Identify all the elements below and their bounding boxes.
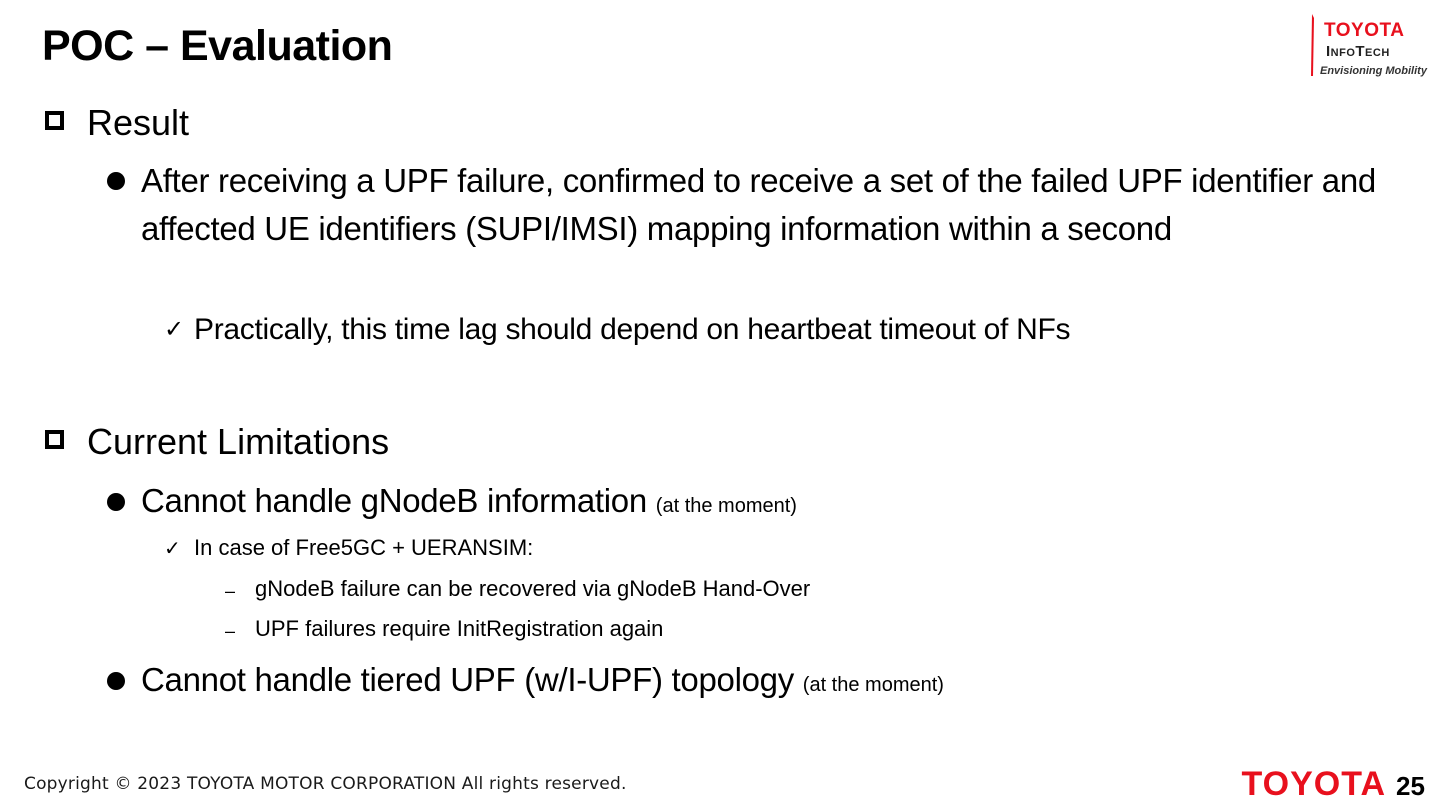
section-heading-result: Result bbox=[87, 102, 190, 143]
circle-bullet-icon bbox=[107, 493, 125, 511]
page-title: POC – Evaluation bbox=[42, 22, 393, 70]
en-dash-icon: – bbox=[225, 621, 236, 641]
limitation-bullet-2-text: Cannot handle tiered UPF (w/I-UPF) topology bbox=[141, 661, 794, 698]
limitation-bullet-1-text: Cannot handle gNodeB information bbox=[141, 482, 647, 519]
limitation-bullet-1 bbox=[141, 477, 797, 530]
limitation-dash-1: gNodeB failure can be recovered via gNodeB Hand-Over bbox=[255, 576, 811, 601]
section-heading-limitations: Current Limitations bbox=[87, 421, 390, 462]
en-dash-icon: – bbox=[225, 581, 236, 601]
checkmark-icon: ✓ bbox=[164, 538, 181, 560]
logo-tagline: Envisioning Mobility bbox=[1320, 65, 1427, 77]
result-bullet-text: After receiving a UPF failure, confirmed to receive a set of the failed UPF identifier and affected UE identifiers (SUPI/IMSI) mapping information within a second bbox=[141, 162, 1376, 247]
limitation-dash-2: UPF failures require InitRegistration again bbox=[255, 616, 664, 641]
checkmark-icon: ✓ bbox=[164, 316, 185, 343]
limitation-bullet-1-note: (at the moment) bbox=[655, 495, 797, 517]
page-number: 25 bbox=[1396, 771, 1425, 801]
square-bullet-icon bbox=[45, 430, 64, 449]
limitation-check-text: In case of Free5GC + UERANSIM: bbox=[194, 535, 534, 560]
result-check-text: Practically, this time lag should depend on heartbeat timeout of NFs bbox=[194, 313, 1071, 346]
toyota-wordmark: TOYOTA bbox=[1241, 765, 1386, 803]
limitation-bullet-2 bbox=[141, 656, 944, 709]
logo-swoosh-icon bbox=[1310, 14, 1314, 76]
circle-bullet-icon bbox=[107, 672, 125, 690]
toyota-infotech-logo bbox=[1302, 8, 1426, 80]
logo-subbrand-text: InfoTech bbox=[1326, 43, 1390, 60]
square-bullet-icon bbox=[45, 111, 64, 130]
circle-bullet-icon bbox=[107, 172, 125, 190]
limitation-bullet-2-note: (at the moment) bbox=[802, 674, 944, 696]
copyright-footer: Copyright © 2023 TOYOTA MOTOR CORPORATION All rights reserved. bbox=[24, 774, 627, 794]
logo-brand-text: TOYOTA bbox=[1324, 20, 1405, 41]
